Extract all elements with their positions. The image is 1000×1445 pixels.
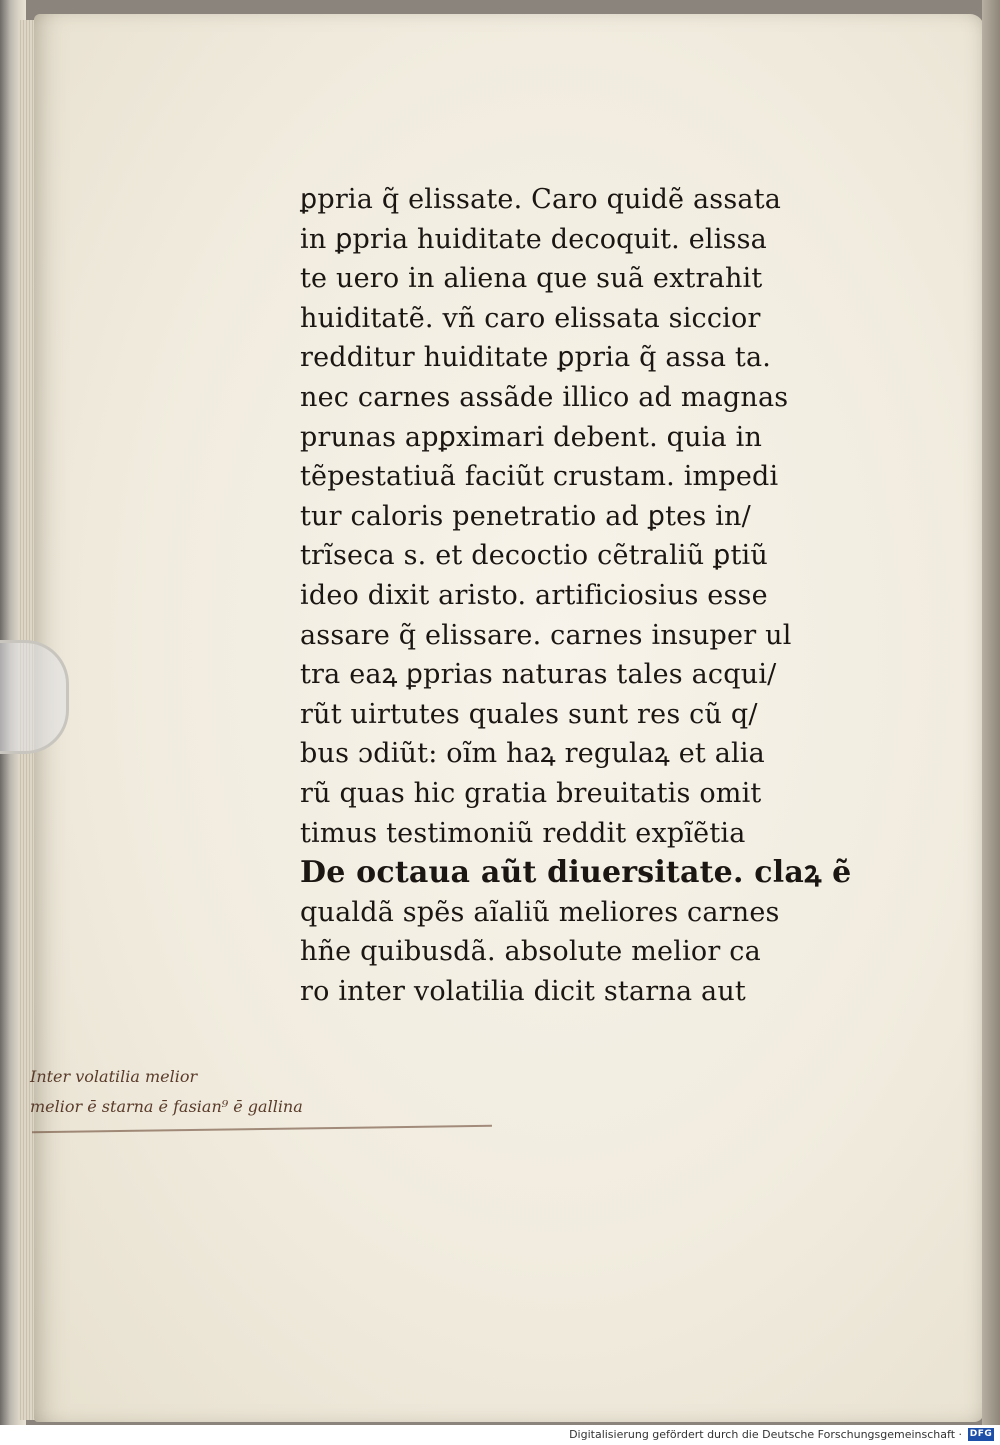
text-line: in ꝑpria huiditate decoquit. elissa — [300, 223, 767, 255]
text-line: De octaua aũt diuersitate. claꝝ ẽ — [300, 855, 852, 891]
text-line: nec carnes assãde illico ad magnas — [300, 381, 789, 413]
footer-credit: Digitalisierung gefördert durch die Deutsche Forschungsgemeinschaft · — [569, 1428, 962, 1441]
text-line: prunas apꝑximari debent. quia in — [300, 421, 763, 453]
page-right-edge — [982, 0, 1000, 1425]
text-line: assare q̃ elissare. carnes insuper ul — [300, 619, 792, 651]
text-line: huiditatẽ. vñ caro elissata siccior — [300, 302, 761, 334]
dfg-logo: DFG — [969, 1429, 993, 1439]
text-line: te uero in aliena que suã extrahit — [300, 263, 763, 295]
text-line: rũt uirtutes quales sunt res cũ q/ — [300, 698, 758, 730]
text-line: timus testimoniũ reddit expĩẽtia — [300, 817, 746, 849]
text-line: trĩseca s. et decoctio cẽtraliũ ꝑtiũ — [300, 540, 768, 572]
text-line: tra eaꝝ ꝑprias naturas tales acqui/ — [300, 659, 777, 691]
text-line: ideo dixit aristo. artificiosius esse — [300, 579, 768, 611]
page-clip-holder — [0, 640, 69, 754]
handwritten-marginalia — [30, 1062, 303, 1122]
marginalia-line: Inter volatilia melior — [30, 1067, 198, 1086]
text-line: ꝑpria q̃ elissate. Caro quidẽ assata — [300, 184, 782, 215]
text-line: bus ɔdiũt: oĩm haꝝ regulaꝝ et alia — [300, 738, 765, 770]
footer-bar — [0, 1425, 1000, 1445]
text-line: tẽpestatiuã faciũt crustam. impedi — [300, 461, 779, 493]
text-line: ro inter volatilia dicit starna aut — [300, 975, 746, 1007]
printed-text-block — [300, 180, 860, 1011]
marginalia-line: melior ē starna ē fasian⁹ ē gallina — [30, 1097, 303, 1116]
text-line: qualdã spẽs aĩaliũ meliores carnes — [300, 896, 780, 928]
text-line: hñe quibusdã. absolute melior ca — [300, 936, 761, 968]
text-line: redditur huiditate ꝑpria q̃ assa ta. — [300, 342, 772, 374]
text-line: tur caloris penetratio ad ꝑtes in/ — [300, 500, 751, 532]
text-line: rũ quas hic gratia breuitatis omit — [300, 777, 762, 809]
